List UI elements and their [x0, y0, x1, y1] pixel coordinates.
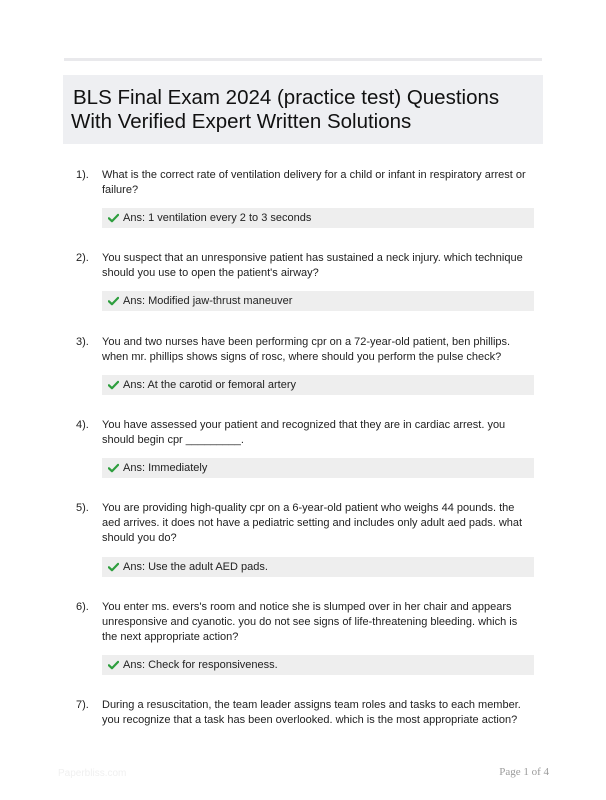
answer-text: Ans: Immediately	[123, 462, 208, 474]
question-number: 5).	[76, 502, 89, 514]
answer-text: Ans: Use the adult AED pads.	[123, 561, 268, 573]
question-text: You and two nurses have been performing cpr on a 72-year-old patient, ben phillips. when mr. phillips shows signs of rosc, where should you perform the pulse check?	[102, 336, 511, 363]
question-text: You suspect that an unresponsive patient has sustained a neck injury. which technique should you use to open the patient's airway?	[102, 252, 523, 279]
question-text: You are providing high-quality cpr on a 6-year-old patient who weighs 44 pounds. the aed arrives. it does not have a pediatric setting and includes only adult aed pads. what should you do?	[102, 502, 523, 544]
check-icon	[108, 296, 119, 306]
check-icon	[108, 562, 119, 572]
answer-text: Ans: 1 ventilation every 2 to 3 seconds	[123, 212, 312, 224]
check-icon	[108, 660, 119, 670]
answer-box	[102, 557, 534, 577]
footer-site-watermark: Paperbliss.com	[58, 768, 127, 779]
answer-text: Ans: Check for responsiveness.	[123, 659, 278, 671]
page-indicator: Page 1 of 4	[499, 766, 549, 778]
question-text: What is the correct rate of ventilation delivery for a child or infant in respiratory arrest or failure?	[102, 169, 526, 196]
check-icon	[108, 213, 119, 223]
question-number: 7).	[76, 699, 89, 711]
question-text: You have assessed your patient and recognized that they are in cardiac arrest. you should begin cpr _________.	[102, 419, 506, 446]
question-text: During a resuscitation, the team leader assigns team roles and tasks to each member. you recognize that a task has been overlooked. which is the most appropriate action?	[102, 699, 521, 726]
question-number: 4).	[76, 419, 89, 431]
question-number: 1).	[76, 169, 89, 181]
document-title-line-2: With Verified Expert Written Solutions	[71, 110, 412, 133]
answer-text: Ans: At the carotid or femoral artery	[123, 379, 297, 391]
answer-text: Ans: Modified jaw-thrust maneuver	[123, 295, 293, 307]
answer-box	[102, 375, 534, 395]
question-number: 2).	[76, 252, 89, 264]
check-icon	[108, 463, 119, 473]
answer-box	[102, 208, 534, 228]
question-text: You enter ms. evers's room and notice she is slumped over in her chair and appears unresponsive and cyanotic. you do not see signs of life-threatening bleeding. which is the next appropriate action?	[102, 601, 518, 643]
answer-box	[102, 655, 534, 675]
answer-box	[102, 458, 534, 478]
check-icon	[108, 380, 119, 390]
question-number: 3).	[76, 336, 89, 348]
question-number: 6).	[76, 601, 89, 613]
document-title-line-1: BLS Final Exam 2024 (practice test) Questions	[73, 86, 500, 109]
answer-box	[102, 291, 534, 311]
